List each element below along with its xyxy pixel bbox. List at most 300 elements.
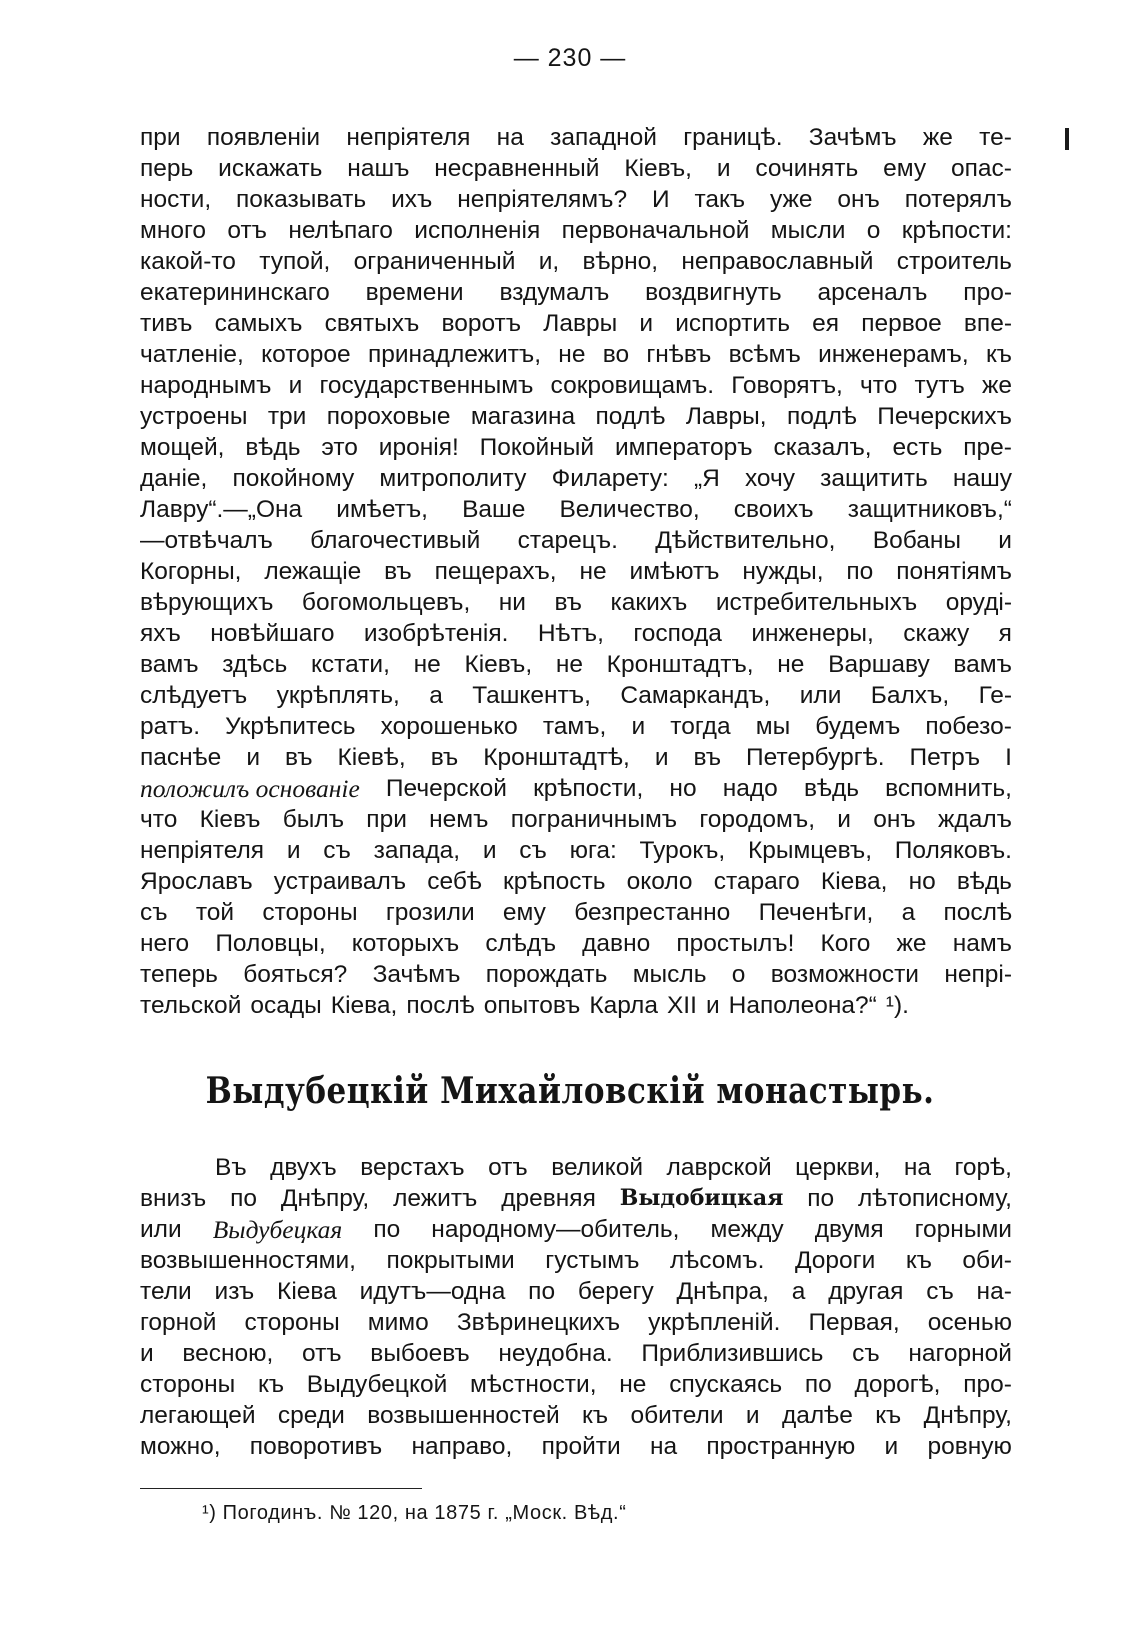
word: на — [649, 1433, 678, 1460]
word: Печенѣги, — [758, 899, 874, 926]
text-line — [140, 928, 1012, 959]
word: стараго — [713, 868, 800, 895]
word: впе- — [963, 310, 1012, 337]
word: горѣ, — [954, 1154, 1012, 1181]
word: —отвѣчалъ — [140, 527, 273, 554]
word: неудобна. — [498, 1340, 613, 1367]
word: здѣсь — [222, 651, 288, 678]
word: народнымъ — [140, 372, 272, 399]
word: отъ — [302, 1340, 342, 1367]
footnote: ¹) Погодинъ. № 120, на 1875 г. „Моск. Вѣд.“ — [202, 1502, 627, 1524]
word: чатленіе, — [140, 341, 244, 368]
word: тупой, — [259, 248, 331, 275]
word: хорошенько — [380, 713, 518, 740]
word: мимо — [367, 1309, 429, 1336]
word: крѣпости, — [533, 775, 644, 802]
word: обители — [630, 1402, 724, 1429]
text-line — [140, 1214, 1012, 1245]
text-line — [140, 432, 1012, 463]
word: былъ — [282, 806, 345, 833]
word: Карла — [589, 992, 658, 1019]
word: Ярославъ — [140, 868, 253, 895]
word: на — [496, 124, 524, 151]
text-line — [140, 959, 1012, 990]
word: Выдобицкая — [619, 1185, 784, 1211]
word: Нѣтъ, — [537, 620, 604, 647]
word: горной — [140, 1309, 217, 1336]
word: къ — [985, 341, 1012, 368]
word: легающей — [140, 1402, 256, 1429]
word: арсеналъ — [817, 279, 928, 306]
word: несравненный — [434, 155, 600, 182]
word: первоначальной — [561, 217, 750, 244]
word: къ — [582, 1402, 609, 1429]
word: дорогѣ, — [854, 1371, 941, 1398]
word: Вобаны — [872, 527, 961, 554]
word: съ — [926, 1278, 954, 1305]
word: нелѣпаго — [288, 217, 393, 244]
word: опас- — [950, 155, 1012, 182]
word: стороны — [244, 1309, 340, 1336]
text-line — [140, 525, 1012, 556]
word: Кіевѣ, — [337, 744, 406, 771]
word: тутъ — [914, 372, 965, 399]
text-line — [140, 990, 1012, 1021]
footnote-rule — [140, 1488, 422, 1489]
word: показывать — [236, 186, 367, 213]
word: Выдубецкой — [306, 1371, 448, 1398]
word: какихъ — [610, 589, 688, 616]
word: XII — [666, 992, 697, 1019]
word: давно — [582, 930, 651, 957]
word: и — [286, 837, 301, 864]
word: церкви, — [795, 1154, 881, 1181]
word: есть — [892, 434, 943, 461]
word: Первая, — [808, 1309, 900, 1336]
word: хочу — [744, 465, 796, 492]
word: которыхъ — [351, 930, 460, 957]
word: Днѣпру, — [280, 1185, 370, 1212]
word: онъ — [873, 806, 916, 833]
word: ровную — [927, 1433, 1012, 1460]
word: подлѣ — [786, 403, 857, 430]
word: послѣ — [406, 992, 475, 1019]
word: грозили — [385, 899, 475, 926]
word: ея — [812, 310, 840, 337]
word: Лавры, — [685, 403, 767, 430]
word: мысль — [632, 961, 707, 988]
word: Выдубецкая — [212, 1215, 343, 1244]
word: господа — [633, 620, 722, 647]
word: имѣютъ — [629, 558, 720, 585]
text-line — [140, 184, 1012, 215]
word: вѣдь — [956, 868, 1012, 895]
text-line — [140, 835, 1012, 866]
word: между — [710, 1216, 784, 1243]
word: направо, — [411, 1433, 513, 1460]
word: Кіевъ, — [624, 155, 692, 182]
text-line — [140, 463, 1012, 494]
word: съ — [519, 837, 547, 864]
word: Петербургѣ. — [746, 744, 885, 771]
word: стороны — [262, 899, 358, 926]
word: Говорятъ, — [731, 372, 843, 399]
word: побезо- — [925, 713, 1012, 740]
word: своихъ — [733, 496, 814, 523]
word: теперь — [140, 961, 218, 988]
word: вспомнить, — [885, 775, 1012, 802]
word: около — [626, 868, 693, 895]
word: имѣетъ, — [336, 496, 428, 523]
word: не — [413, 651, 441, 678]
word: будемъ — [815, 713, 901, 740]
word: ихъ — [391, 186, 433, 213]
word: Зачѣмъ — [372, 961, 461, 988]
text-line — [140, 246, 1012, 277]
text-line — [140, 773, 1012, 804]
word: не — [619, 1371, 647, 1398]
word: вамъ — [140, 651, 199, 678]
word: Кронштадтѣ, — [483, 744, 630, 771]
word: Въ — [215, 1154, 247, 1181]
word: которое — [261, 341, 351, 368]
word: возвышенностями, — [140, 1247, 356, 1274]
word: осенью — [927, 1309, 1012, 1336]
word: но — [669, 775, 697, 802]
word: Самаркандъ, — [620, 682, 771, 709]
word: вздумалъ — [499, 279, 610, 306]
word: отъ — [227, 217, 267, 244]
text-line — [140, 1276, 1012, 1307]
word: что — [140, 806, 178, 833]
word: съ — [852, 1340, 880, 1367]
word: возможности — [770, 961, 919, 988]
word: и, — [538, 248, 560, 275]
word: паснѣе — [140, 744, 222, 771]
word: себѣ — [427, 868, 482, 895]
word: положилъ основаніе — [140, 774, 360, 803]
word: густымъ — [545, 1247, 640, 1274]
word: инженерамъ, — [818, 341, 969, 368]
text-line — [140, 308, 1012, 339]
paragraph-2 — [140, 1152, 1012, 1462]
word: изъ — [214, 1278, 255, 1305]
word: самыхъ — [214, 310, 303, 337]
word: Дороги — [794, 1247, 876, 1274]
word: нагорной — [908, 1340, 1012, 1367]
word: Кіевъ, — [464, 651, 533, 678]
word: государственнымъ — [319, 372, 534, 399]
word: пре- — [963, 434, 1012, 461]
word: Укрѣпитесь — [225, 713, 356, 740]
word: оруді- — [945, 589, 1012, 616]
word: весною, — [182, 1340, 274, 1367]
word: появленіи — [206, 124, 321, 151]
word: и — [654, 744, 669, 771]
text-line — [140, 1431, 1012, 1462]
word: запада, — [373, 837, 461, 864]
word: осады — [250, 992, 322, 1019]
word: и — [631, 713, 646, 740]
text-line — [140, 618, 1012, 649]
word: нашъ — [347, 155, 410, 182]
word: ждалъ — [938, 806, 1012, 833]
word: пещерахъ, — [434, 558, 557, 585]
word: ограниченный — [353, 248, 516, 275]
word: далѣе — [781, 1402, 853, 1429]
word: а — [429, 682, 443, 709]
word: яхъ — [140, 620, 181, 647]
word: и — [745, 1402, 760, 1429]
word: ¹). — [885, 992, 909, 1019]
word: уже — [769, 186, 813, 213]
text-line — [140, 866, 1012, 897]
word: западной — [550, 124, 657, 151]
paragraph-1 — [140, 122, 1012, 1021]
word: Кіева, — [820, 868, 888, 895]
word: него — [140, 930, 190, 957]
word: и — [639, 310, 654, 337]
text-line — [140, 1245, 1012, 1276]
word: это — [321, 434, 358, 461]
word: вѣрующихъ — [140, 589, 274, 616]
word: не — [777, 651, 805, 678]
word: перь — [140, 155, 194, 182]
word: Зачѣмъ — [808, 124, 897, 151]
word: о — [731, 961, 746, 988]
word: Ваше — [462, 496, 526, 523]
text-line — [140, 339, 1012, 370]
word: про- — [963, 1371, 1012, 1398]
word: городомъ, — [699, 806, 816, 833]
word: Филарету: — [551, 465, 669, 492]
word: тамъ, — [542, 713, 607, 740]
word: Ташкентъ, — [472, 682, 591, 709]
word: по — [807, 1185, 835, 1212]
word: непрі- — [944, 961, 1012, 988]
word: лежитъ — [393, 1185, 478, 1212]
word: новѣйшаго — [210, 620, 335, 647]
word: порождать — [485, 961, 608, 988]
word: истребительныхъ — [715, 589, 918, 616]
word: Наполеона?“ — [728, 992, 877, 1019]
text-line — [140, 277, 1012, 308]
word: екатерининскаго — [140, 279, 330, 306]
word: бояться? — [243, 961, 348, 988]
word: изобрѣтенія. — [363, 620, 509, 647]
word: тели — [140, 1278, 192, 1305]
word: нужды, — [742, 558, 824, 585]
word: немъ — [429, 806, 489, 833]
text-line — [140, 587, 1012, 618]
word: исполненія — [414, 217, 541, 244]
word: по — [804, 1371, 832, 1398]
word: Крымцевъ, — [747, 837, 873, 864]
word: отъ — [488, 1154, 528, 1181]
word: Величество, — [559, 496, 700, 523]
word: слѣдъ — [485, 930, 557, 957]
word: Лавры — [543, 310, 618, 337]
word: гнѣвъ — [646, 341, 712, 368]
section-heading: Выдубецкій Михайловскій монастырь. — [205, 1069, 935, 1113]
word: оби- — [962, 1247, 1012, 1274]
margin-mark — [1065, 128, 1069, 150]
word: такъ — [694, 186, 746, 213]
word: же — [922, 124, 953, 151]
word: древняя — [501, 1185, 596, 1212]
word: безпрестанно — [574, 899, 731, 926]
word: при — [366, 806, 407, 833]
word: выбоевъ — [370, 1340, 470, 1367]
word: иронія! — [378, 434, 459, 461]
word: лѣсомъ. — [669, 1247, 765, 1274]
text-line — [140, 1183, 1012, 1214]
word: святыхъ — [324, 310, 420, 337]
text-line — [140, 649, 1012, 680]
word: о — [866, 217, 881, 244]
word: и — [288, 372, 303, 399]
word: крѣпость — [503, 868, 606, 895]
word: стороны — [140, 1371, 236, 1398]
word: „Я — [693, 465, 720, 492]
text-line — [140, 1338, 1012, 1369]
word: идутъ—одна — [359, 1278, 506, 1305]
word: другая — [828, 1278, 904, 1305]
word: и — [716, 155, 731, 182]
word: тогда — [670, 713, 731, 740]
word: ности, — [140, 186, 212, 213]
word: вамъ — [953, 651, 1012, 678]
text-line — [140, 1307, 1012, 1338]
word: много — [140, 217, 207, 244]
word: Печерскихъ — [877, 403, 1012, 430]
word: на — [903, 1154, 932, 1181]
word: а — [791, 1278, 806, 1305]
word: по — [846, 558, 874, 585]
word: Ге- — [978, 682, 1012, 709]
word: вѣдь — [803, 775, 860, 802]
word: даніе, — [140, 465, 208, 492]
word: границѣ. — [683, 124, 783, 151]
word: что — [860, 372, 898, 399]
word: и — [246, 744, 260, 771]
word: богомольцевъ, — [301, 589, 471, 616]
word: защитниковъ,“ — [847, 496, 1012, 523]
word: берегу — [577, 1278, 654, 1305]
word: неправославный — [681, 248, 874, 275]
word: намъ — [952, 930, 1012, 957]
word: можно, — [140, 1433, 221, 1460]
word: двумя — [814, 1216, 884, 1243]
word: по — [528, 1278, 556, 1305]
word: испортить — [675, 310, 791, 337]
word: понятіямъ — [896, 558, 1012, 585]
word: устроены — [140, 403, 248, 430]
word: Днѣпра, — [676, 1278, 769, 1305]
word: пограничнымъ — [510, 806, 678, 833]
word: великой — [551, 1154, 644, 1181]
word: слѣдуетъ — [140, 682, 248, 709]
text-line — [140, 1152, 1012, 1183]
word: и — [140, 1340, 154, 1367]
word: воротъ — [441, 310, 522, 337]
word: укрѣпленій. — [648, 1309, 781, 1336]
word: пройти — [541, 1433, 621, 1460]
word: Петръ — [909, 744, 981, 771]
word: строитель — [896, 248, 1012, 275]
word: Кіевъ — [199, 806, 261, 833]
word: лежащіе — [264, 558, 362, 585]
word: тивъ — [140, 310, 193, 337]
word: какой-то — [140, 248, 236, 275]
word: Днѣпру, — [923, 1402, 1012, 1429]
word: непріятеля — [346, 124, 471, 151]
word: непріятеля — [140, 837, 265, 864]
word: мощей, — [140, 434, 225, 461]
word: ратъ. — [140, 713, 201, 740]
word: первое — [861, 310, 942, 337]
word: сказалъ, — [773, 434, 872, 461]
text-line — [140, 1400, 1012, 1431]
word: I — [1005, 744, 1012, 771]
word: Турокъ, — [639, 837, 726, 864]
word: народному—обитель, — [431, 1216, 680, 1243]
word: по — [373, 1216, 401, 1243]
page-number: — 230 — — [513, 44, 627, 72]
word: Кого — [820, 930, 871, 957]
word: съ — [323, 837, 351, 864]
word: Дѣйствительно, — [655, 527, 836, 554]
word: ему — [502, 899, 546, 926]
word: сокровищамъ. — [550, 372, 715, 399]
word: И — [651, 186, 670, 213]
word: митрополиту — [379, 465, 527, 492]
word: въ — [430, 744, 459, 771]
word: при — [140, 124, 181, 151]
word: же — [981, 372, 1012, 399]
word: ни — [498, 589, 526, 616]
word: Поляковъ. — [894, 837, 1012, 864]
word: двухъ — [270, 1154, 337, 1181]
text-line — [140, 804, 1012, 835]
text-line — [140, 370, 1012, 401]
word: той — [195, 899, 235, 926]
word: во — [602, 341, 630, 368]
word: надо — [722, 775, 778, 802]
word: Звѣринецкихъ — [456, 1309, 621, 1336]
word: на- — [976, 1278, 1012, 1305]
word: и — [837, 806, 851, 833]
text-line — [140, 1369, 1012, 1400]
word: сочинять — [755, 155, 859, 182]
word: подлѣ — [595, 403, 666, 430]
word: всѣмъ — [728, 341, 801, 368]
word: но — [908, 868, 936, 895]
word: Когорны, — [140, 558, 242, 585]
word: Половцы, — [215, 930, 326, 957]
word: мѣстности, — [470, 1371, 597, 1398]
word: среди — [277, 1402, 345, 1429]
word: внизъ — [140, 1185, 207, 1212]
word: верстахъ — [360, 1154, 465, 1181]
word: принадлежитъ, — [367, 341, 542, 368]
word: те- — [979, 124, 1012, 151]
word: горными — [914, 1216, 1012, 1243]
word: старецъ. — [517, 527, 618, 554]
word: кстати, — [310, 651, 390, 678]
word: къ — [257, 1371, 285, 1398]
word: въ — [384, 558, 412, 585]
